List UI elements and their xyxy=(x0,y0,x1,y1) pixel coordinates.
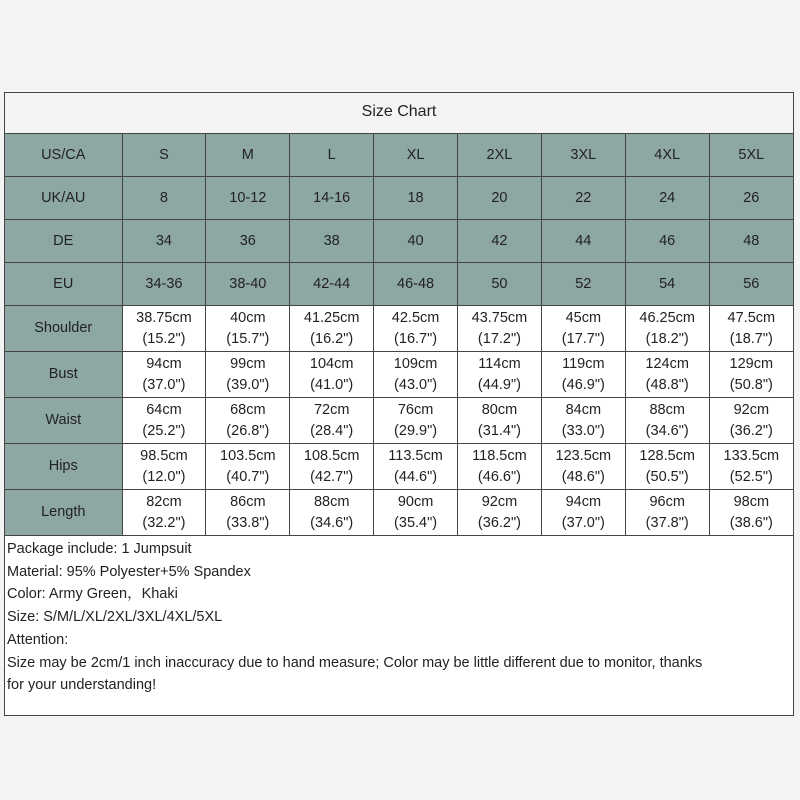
note-line: Size: S/M/L/XL/2XL/3XL/4XL/5XL xyxy=(7,609,223,626)
measurement-cell xyxy=(206,398,290,444)
measurement-cell xyxy=(122,444,206,490)
measurement-cell xyxy=(122,352,206,398)
measurement-cell xyxy=(458,444,542,490)
measurement-cell xyxy=(206,444,290,490)
cm-value: 99cm xyxy=(230,355,266,372)
inch-value: (40.7") xyxy=(226,468,270,485)
inch-value: (36.2") xyxy=(729,422,773,439)
inch-value: (15.2") xyxy=(142,330,186,347)
size-chart xyxy=(4,92,794,716)
measurement-cell xyxy=(290,444,374,490)
size-cell: 56 xyxy=(709,263,793,306)
cm-value: 90cm xyxy=(397,493,434,510)
cm-value: 88cm xyxy=(313,493,350,510)
row-label: UK/AU xyxy=(5,177,122,220)
size-cell: 42 xyxy=(458,220,542,263)
product-notes xyxy=(5,536,793,697)
measurement-row xyxy=(5,352,793,398)
size-cell: 46-48 xyxy=(374,263,458,306)
measurement-cell xyxy=(541,352,625,398)
cm-value: 41.25cm xyxy=(303,309,360,326)
cm-value: 129cm xyxy=(729,355,774,372)
inch-value: (50.8") xyxy=(729,376,773,393)
size-cell: 14-16 xyxy=(290,177,374,220)
note-line: Package include: 1 Jumpsuit xyxy=(7,541,192,557)
row-label: Hips xyxy=(5,444,122,490)
cm-value: 108.5cm xyxy=(303,447,360,464)
measurement-row xyxy=(5,398,793,444)
size-cell: 44 xyxy=(541,220,625,263)
measurement-cell xyxy=(625,398,709,444)
cm-value: 42.5cm xyxy=(391,309,440,326)
measurement-cell xyxy=(122,398,206,444)
cm-value: 86cm xyxy=(230,493,266,510)
inch-value: (17.2") xyxy=(477,330,521,347)
measurement-cell xyxy=(374,444,458,490)
measurement-cell xyxy=(122,306,206,352)
size-cell: 5XL xyxy=(709,134,793,177)
measurement-cell xyxy=(709,490,793,536)
size-cell: 34 xyxy=(122,220,206,263)
measurement-cell xyxy=(541,444,625,490)
size-system-row xyxy=(5,134,793,177)
cm-value: 43.75cm xyxy=(471,309,528,326)
cm-value: 94cm xyxy=(146,355,182,372)
cm-value: 119cm xyxy=(562,355,605,372)
size-cell: 2XL xyxy=(458,134,542,177)
inch-value: (43.0") xyxy=(394,376,438,393)
cm-value: 104cm xyxy=(309,355,354,372)
measurement-cell xyxy=(709,306,793,352)
cm-value: 133.5cm xyxy=(723,447,780,464)
inch-value: (37.8") xyxy=(645,514,689,531)
size-cell: M xyxy=(206,134,290,177)
size-cell: 4XL xyxy=(625,134,709,177)
row-label: Bust xyxy=(5,352,122,398)
cm-value: 123.5cm xyxy=(555,447,612,464)
cm-value: 128.5cm xyxy=(639,447,695,464)
measurement-cell xyxy=(122,490,206,536)
cm-value: 40cm xyxy=(230,309,266,326)
measurement-cell xyxy=(206,352,290,398)
size-cell: 52 xyxy=(541,263,625,306)
inch-value: (34.6") xyxy=(310,514,354,531)
measurement-cell xyxy=(625,352,709,398)
size-cell: 8 xyxy=(122,177,206,220)
size-cell: 54 xyxy=(625,263,709,306)
measurement-cell xyxy=(709,444,793,490)
size-cell: 38 xyxy=(290,220,374,263)
measurement-cell xyxy=(541,490,625,536)
cm-value: 92cm xyxy=(733,401,770,418)
inch-value: (12.0") xyxy=(142,468,186,485)
size-cell: 38-40 xyxy=(206,263,290,306)
measurement-cell xyxy=(374,352,458,398)
inch-value: (44.9") xyxy=(477,376,521,393)
size-system-row xyxy=(5,263,793,306)
measurement-cell xyxy=(709,398,793,444)
size-cell: S xyxy=(122,134,206,177)
size-cell: 24 xyxy=(625,177,709,220)
measurement-row xyxy=(5,490,793,536)
row-label: DE xyxy=(5,220,122,263)
inch-value: (33.0") xyxy=(561,422,605,439)
size-cell: 20 xyxy=(458,177,542,220)
inch-value: (17.7") xyxy=(561,330,605,347)
inch-value: (50.5") xyxy=(645,468,689,485)
inch-value: (48.8") xyxy=(645,376,689,393)
size-cell: 46 xyxy=(625,220,709,263)
cm-value: 118.5cm xyxy=(472,447,527,464)
size-cell: 36 xyxy=(206,220,290,263)
cm-value: 88cm xyxy=(649,401,685,418)
inch-value: (38.6") xyxy=(729,514,773,531)
inch-value: (16.2") xyxy=(310,330,354,347)
note-line: Color: Army Green，Khaki xyxy=(7,586,178,603)
inch-value: (15.7") xyxy=(226,330,270,347)
size-cell: 18 xyxy=(374,177,458,220)
cm-value: 84cm xyxy=(565,401,602,418)
inch-value: (46.6") xyxy=(477,468,521,485)
cm-value: 47.5cm xyxy=(727,309,776,326)
cm-value: 45cm xyxy=(565,309,602,326)
measurement-cell xyxy=(625,490,709,536)
size-cell: 26 xyxy=(709,177,793,220)
inch-value: (28.4") xyxy=(310,422,354,439)
measurement-cell xyxy=(458,306,542,352)
cm-value: 98cm xyxy=(733,493,770,510)
inch-value: (33.8") xyxy=(226,514,270,531)
cm-value: 113.5cm xyxy=(388,447,443,464)
measurement-cell xyxy=(290,352,374,398)
size-chart-title: Size Chart xyxy=(5,93,793,134)
measurement-cell xyxy=(458,352,542,398)
measurement-cell xyxy=(374,306,458,352)
row-label: Shoulder xyxy=(5,306,122,352)
note-line: Material: 95% Polyester+5% Spandex xyxy=(7,563,251,580)
measurement-cell xyxy=(290,398,374,444)
measurement-cell xyxy=(206,306,290,352)
inch-value: (18.7") xyxy=(729,330,773,347)
cm-value: 82cm xyxy=(146,493,182,510)
cm-value: 124cm xyxy=(645,355,689,372)
size-cell: L xyxy=(290,134,374,177)
size-cell: 22 xyxy=(541,177,625,220)
cm-value: 76cm xyxy=(397,401,434,418)
size-cell: 50 xyxy=(458,263,542,306)
size-cell: 34-36 xyxy=(122,263,206,306)
inch-value: (52.5") xyxy=(729,468,773,485)
inch-value: (16.7") xyxy=(394,330,438,347)
cm-value: 114cm xyxy=(478,355,521,372)
cm-value: 46.25cm xyxy=(639,309,695,326)
measurement-cell xyxy=(458,490,542,536)
inch-value: (39.0") xyxy=(226,376,270,393)
inch-value: (46.9") xyxy=(561,376,605,393)
size-cell: 42-44 xyxy=(290,263,374,306)
cm-value: 92cm xyxy=(481,493,518,510)
inch-value: (44.6") xyxy=(394,468,438,485)
measurement-cell xyxy=(374,398,458,444)
size-cell: 48 xyxy=(709,220,793,263)
measurement-cell xyxy=(290,490,374,536)
size-cell: 40 xyxy=(374,220,458,263)
measurement-cell xyxy=(625,444,709,490)
cm-value: 103.5cm xyxy=(220,447,276,464)
measurement-cell xyxy=(541,306,625,352)
inch-value: (32.2") xyxy=(142,514,186,531)
size-cell: XL xyxy=(374,134,458,177)
cm-value: 94cm xyxy=(565,493,602,510)
cm-value: 80cm xyxy=(481,401,518,418)
measurement-row xyxy=(5,306,793,352)
measurement-cell xyxy=(206,490,290,536)
size-system-row xyxy=(5,177,793,220)
measurement-cell xyxy=(541,398,625,444)
cm-value: 98.5cm xyxy=(140,447,188,464)
inch-value: (18.2") xyxy=(645,330,689,347)
inch-value: (41.0") xyxy=(310,376,354,393)
inch-value: (36.2") xyxy=(477,514,521,531)
inch-value: (25.2") xyxy=(142,422,186,439)
row-label: Waist xyxy=(5,398,122,444)
cm-value: 64cm xyxy=(146,401,182,418)
measurement-cell xyxy=(290,306,374,352)
size-table xyxy=(5,134,793,536)
cm-value: 109cm xyxy=(393,355,438,372)
inch-value: (42.7") xyxy=(310,468,354,485)
inch-value: (31.4") xyxy=(477,422,521,439)
cm-value: 72cm xyxy=(313,401,350,418)
cm-value: 68cm xyxy=(230,401,266,418)
inch-value: (34.6") xyxy=(645,422,689,439)
note-line: Attention: xyxy=(7,631,69,648)
inch-value: (29.9") xyxy=(394,422,438,439)
size-system-row xyxy=(5,220,793,263)
measurement-row xyxy=(5,444,793,490)
row-label: US/CA xyxy=(5,134,122,177)
measurement-cell xyxy=(374,490,458,536)
inch-value: (35.4") xyxy=(394,514,438,531)
inch-value: (37.0") xyxy=(561,514,605,531)
cm-value: 38.75cm xyxy=(136,309,192,326)
measurement-cell xyxy=(625,306,709,352)
size-cell: 10-12 xyxy=(206,177,290,220)
measurement-cell xyxy=(458,398,542,444)
measurement-cell xyxy=(709,352,793,398)
size-cell: 3XL xyxy=(541,134,625,177)
inch-value: (48.6") xyxy=(561,468,605,485)
inch-value: (37.0") xyxy=(142,376,186,393)
inch-value: (26.8") xyxy=(226,422,270,439)
row-label: EU xyxy=(5,263,122,306)
row-label: Length xyxy=(5,490,122,536)
note-line: Size may be 2cm/1 inch inaccuracy due to hand measure; Color may be little different due to monitor, thanks xyxy=(7,654,703,671)
cm-value: 96cm xyxy=(649,493,685,510)
note-line: for your understanding! xyxy=(7,677,157,694)
